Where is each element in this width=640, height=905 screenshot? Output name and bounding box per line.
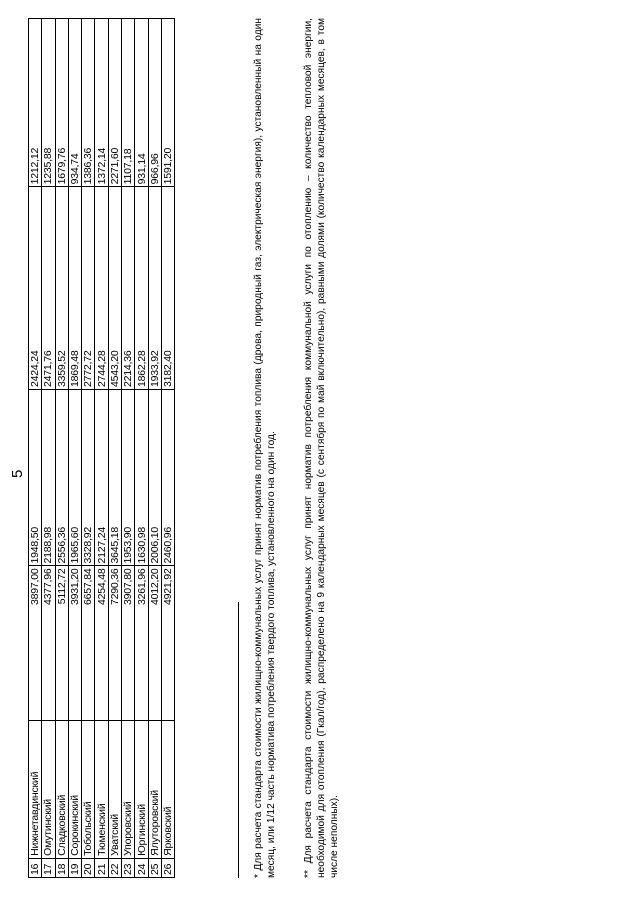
rotated-content xyxy=(0,10,640,890)
value-cell: 2424,24 xyxy=(29,187,42,390)
footnote-1: * Для расчета стандарта стоимости жилищно-коммунальных услуг принят норматив потребления топлива (дрова, природный газ, электрическая энергия), установленный на один месяц, или 1/12 часть норматива потребления твердого топлива, установленного на один год. xyxy=(253,18,278,878)
table-body xyxy=(29,19,175,878)
value-cell: 3931,20 xyxy=(68,566,81,720)
district-name-cell: Нижнетавдинский xyxy=(29,720,42,858)
value-cell: 4254,48 xyxy=(95,566,108,720)
footnote-2: ** Для расчета стандарта стоимости жилищно-коммунальных услуг принят норматив потребления коммунальной услуги по отоплению – количество тепловой энергии, необходимой для отопления (Гкал/год), распределено на 9 календарных месяцев (с сентября по май включительно), равными долями (количество календарных месяцев, в том числе неполных). xyxy=(303,18,341,878)
value-cell: 3645,18 xyxy=(108,390,121,566)
value-cell: 2460,96 xyxy=(161,390,174,566)
value-cell: 1107,18 xyxy=(122,19,135,187)
value-cell: 934,74 xyxy=(68,19,81,187)
district-name-cell: Сладковский xyxy=(55,720,68,858)
row-number-cell: 24 xyxy=(135,858,148,877)
value-cell: 7290,36 xyxy=(108,566,121,720)
value-cell: 4921,92 xyxy=(161,566,174,720)
table-row xyxy=(135,19,148,878)
value-cell: 1591,20 xyxy=(161,19,174,187)
value-cell: 1965,60 xyxy=(68,390,81,566)
district-name-cell: Юргинский xyxy=(135,720,148,858)
value-cell: 6657,84 xyxy=(82,566,95,720)
value-cell: 3328,92 xyxy=(82,390,95,566)
row-number-cell: 23 xyxy=(122,858,135,877)
value-cell: 1386,36 xyxy=(82,19,95,187)
district-name-cell: Тобольский xyxy=(82,720,95,858)
value-cell: 1953,90 xyxy=(122,390,135,566)
value-cell: 1212,12 xyxy=(29,19,42,187)
row-number-cell: 18 xyxy=(55,858,68,877)
table-row xyxy=(108,19,121,878)
row-number-cell: 26 xyxy=(161,858,174,877)
value-cell: 2556,36 xyxy=(55,390,68,566)
value-cell: 2772,72 xyxy=(82,187,95,390)
value-cell: 4543,20 xyxy=(108,187,121,390)
footnote-divider xyxy=(238,602,239,878)
value-cell: 3261,96 xyxy=(135,566,148,720)
value-cell: 1933,92 xyxy=(148,187,161,390)
row-number-cell: 21 xyxy=(95,858,108,877)
value-cell: 3907,80 xyxy=(122,566,135,720)
value-cell: 1630,98 xyxy=(135,390,148,566)
row-number-cell: 25 xyxy=(148,858,161,877)
table-row xyxy=(29,19,42,878)
district-name-cell: Упоровский xyxy=(122,720,135,858)
value-cell: 1235,88 xyxy=(42,19,55,187)
value-cell: 5112,72 xyxy=(55,566,68,720)
value-cell: 2471,76 xyxy=(42,187,55,390)
table-row xyxy=(68,19,81,878)
table-row xyxy=(148,19,161,878)
value-cell: 966,96 xyxy=(148,19,161,187)
row-number-cell: 20 xyxy=(82,858,95,877)
value-cell: 1679,76 xyxy=(55,19,68,187)
value-cell: 3359,52 xyxy=(55,187,68,390)
value-cell: 1862,28 xyxy=(135,187,148,390)
district-name-cell: Сорокинский xyxy=(68,720,81,858)
table-row xyxy=(55,19,68,878)
value-cell: 4012,20 xyxy=(148,566,161,720)
value-cell: 1948,50 xyxy=(29,390,42,566)
row-number-cell: 19 xyxy=(68,858,81,877)
district-name-cell: Омутинский xyxy=(42,720,55,858)
value-cell: 931,14 xyxy=(135,19,148,187)
value-cell: 4377,96 xyxy=(42,566,55,720)
district-name-cell: Ярковский xyxy=(161,720,174,858)
value-cell: 2127,24 xyxy=(95,390,108,566)
data-table xyxy=(28,18,175,878)
table-row xyxy=(95,19,108,878)
row-number-cell: 17 xyxy=(42,858,55,877)
district-name-cell: Тюменский xyxy=(95,720,108,858)
district-name-cell: Ялуторовский xyxy=(148,720,161,858)
value-cell: 2188,98 xyxy=(42,390,55,566)
value-cell: 2214,36 xyxy=(122,187,135,390)
district-name-cell: Уватский xyxy=(108,720,121,858)
page-number: 5 xyxy=(9,469,26,478)
row-number-cell: 22 xyxy=(108,858,121,877)
value-cell: 3897,00 xyxy=(29,566,42,720)
row-number-cell: 16 xyxy=(29,858,42,877)
table-row xyxy=(42,19,55,878)
value-cell: 2006,10 xyxy=(148,390,161,566)
value-cell: 3182,40 xyxy=(161,187,174,390)
table-row xyxy=(82,19,95,878)
value-cell: 1372,14 xyxy=(95,19,108,187)
value-cell: 2271,60 xyxy=(108,19,121,187)
value-cell: 2744,28 xyxy=(95,187,108,390)
value-cell: 1869,48 xyxy=(68,187,81,390)
table-row xyxy=(122,19,135,878)
table-row xyxy=(161,19,174,878)
